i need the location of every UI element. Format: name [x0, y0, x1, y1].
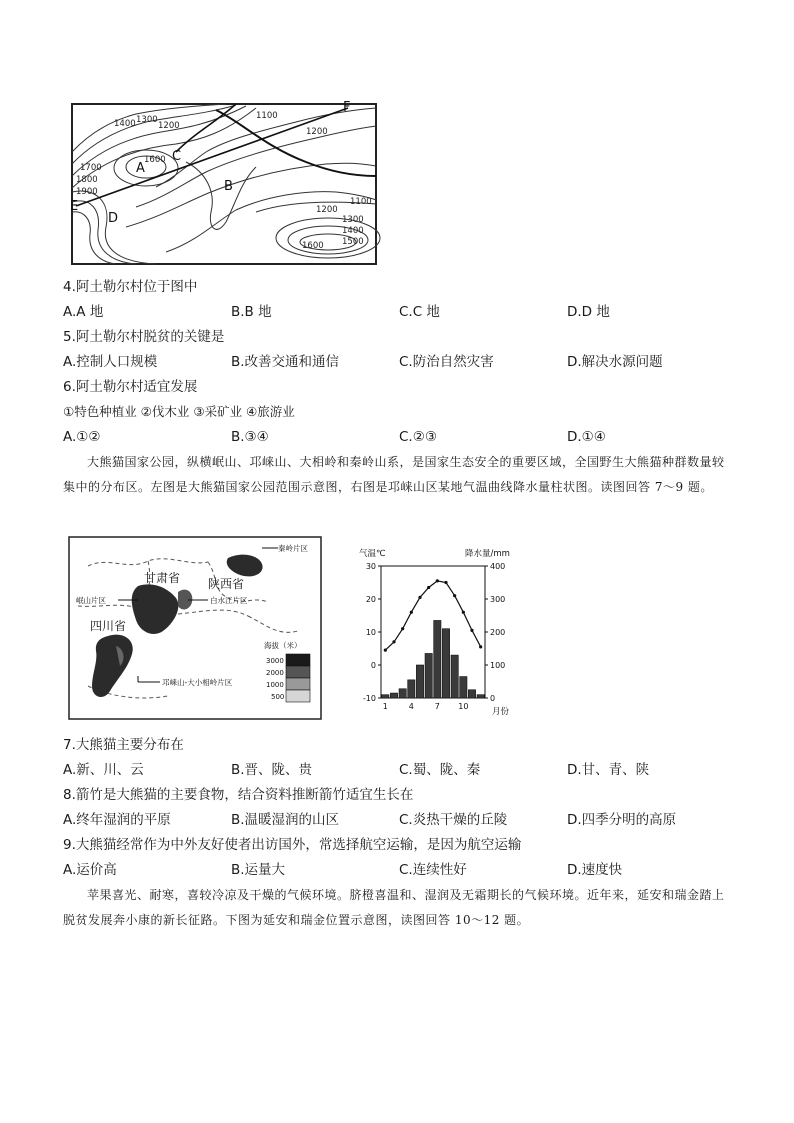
- question-4-option-a[interactable]: A.A 地: [63, 304, 104, 320]
- precipitation-bar: [382, 695, 389, 698]
- contour-label: 1400: [114, 119, 136, 129]
- question-5-option-a[interactable]: A.控制人口规模: [63, 354, 158, 370]
- contour-label: 1600: [144, 155, 166, 165]
- map-point-b: B: [224, 179, 233, 194]
- contour-label: 1300: [136, 115, 158, 125]
- contour-label: 1400: [342, 226, 364, 236]
- temperature-point: [462, 611, 465, 614]
- question-8-option-d[interactable]: D.四季分明的高原: [567, 812, 677, 828]
- y-left-tick-label: 10: [365, 628, 376, 637]
- question-7-option-d[interactable]: D.甘、青、陕: [567, 762, 650, 778]
- question-9-option-b[interactable]: B.运量大: [231, 862, 286, 878]
- area-label-baishuijiang: 白水江片区: [210, 596, 248, 605]
- temperature-point: [427, 586, 430, 589]
- temperature-point: [384, 649, 387, 652]
- map-point-f: F: [343, 100, 351, 115]
- precipitation-bar: [399, 689, 406, 698]
- question-6-option-b[interactable]: B.③④: [231, 429, 269, 445]
- contour-label: 1200: [306, 127, 328, 137]
- y-right-tick-label: 200: [490, 628, 506, 637]
- contour-label: 1300: [342, 215, 364, 225]
- temperature-point: [470, 629, 473, 632]
- legend-level: 3000: [266, 657, 284, 665]
- precipitation-bar: [408, 680, 415, 698]
- contour-label: 1100: [350, 197, 372, 207]
- contour-label: 1900: [76, 187, 98, 197]
- legend-level: 2000: [266, 669, 284, 677]
- precipitation-bar: [425, 653, 432, 698]
- question-4-option-d[interactable]: D.D 地: [567, 304, 610, 320]
- passage-giant-panda: 大熊猫国家公园，纵横岷山、邛崃山、大相岭和秦岭山系，是国家生态安全的重要区域，全国野生大熊猫种群数量较集中的分布区。左图是大熊猫国家公园范围示意图，右图是邛崃山区某地气温曲线降水量柱状图。读图回答 7～9 题。: [63, 455, 725, 494]
- map-point-c: C: [172, 149, 182, 164]
- contour-label: 1200: [158, 121, 180, 131]
- map-point-a: A: [136, 161, 145, 176]
- question-5-option-c[interactable]: C.防治自然灾害: [399, 354, 494, 370]
- area-label-minshan: 岷山片区: [76, 596, 106, 605]
- y-left-tick-label: 20: [365, 595, 376, 604]
- temperature-point: [418, 596, 421, 599]
- temperature-point: [479, 645, 482, 648]
- question-9-option-d[interactable]: D.速度快: [567, 862, 623, 878]
- precipitation-bar: [390, 693, 397, 698]
- question-6-option-a[interactable]: A.①②: [63, 429, 101, 445]
- legend-level: 500: [271, 693, 285, 701]
- question-5-option-d[interactable]: D.解决水源问题: [567, 354, 663, 370]
- question-7-option-a[interactable]: A.新、川、云: [63, 762, 144, 778]
- x-tick-label: 7: [434, 702, 440, 711]
- panda-park-map: [68, 536, 322, 720]
- contour-label: 1100: [256, 111, 278, 121]
- question-4-option-c[interactable]: C.C 地: [399, 304, 440, 320]
- precipitation-bar: [468, 690, 475, 698]
- precipitation-bar: [442, 629, 449, 698]
- question-9-stem: 9.大熊猫经常作为中外友好使者出访国外，常选择航空运输，是因为航空运输: [63, 837, 522, 853]
- temperature-point: [392, 640, 395, 643]
- plot-frame: [381, 566, 485, 698]
- y-right-tick-label: 300: [490, 595, 506, 604]
- x-tick-label: 1: [382, 702, 388, 711]
- question-4-stem: 4.阿土勒尔村位于图中: [63, 279, 198, 295]
- area-label-qionglai: 邛崃山-大小相岭片区: [162, 678, 233, 687]
- question-7-stem: 7.大熊猫主要分布在: [63, 737, 184, 753]
- contour-label: 1800: [76, 175, 98, 185]
- question-8-option-b[interactable]: B.温暖湿润的山区: [231, 812, 340, 828]
- area-label-qinling: 秦岭片区: [278, 544, 308, 553]
- province-label-shaanxi: 陕西省: [208, 577, 245, 591]
- temperature-point: [444, 581, 447, 584]
- temperature-line: [385, 581, 480, 650]
- province-label-sichuan: 四川省: [90, 619, 127, 633]
- passage-apple-orange: 苹果喜光、耐寒，喜较冷凉及干燥的气候环境。脐橙喜温和、湿润及无霜期长的气候环境。近年来，延安和瑞金踏上脱贫发展奔小康的新长征路。下图为延安和瑞金位置示意图，读图回答 10～12 题。: [63, 888, 725, 927]
- contour-label: 1200: [316, 205, 338, 215]
- topographic-map: [66, 92, 384, 270]
- y-left-tick-label: 0: [370, 661, 376, 670]
- x-axis-label: 月份: [492, 707, 510, 717]
- y-right-tick-label: 0: [490, 694, 496, 703]
- question-5-option-b[interactable]: B.改善交通和通信: [231, 354, 340, 370]
- temperature-point: [401, 627, 404, 630]
- y-axis-label-left: 气温℃: [359, 549, 386, 559]
- contour-label: 1700: [80, 163, 102, 173]
- question-7-option-b[interactable]: B.晋、陇、贵: [231, 762, 313, 778]
- question-7-option-c[interactable]: C.蜀、陇、秦: [399, 762, 481, 778]
- climate-chart: [355, 540, 535, 720]
- y-left-tick-label: -10: [362, 694, 376, 703]
- y-left-tick-label: 30: [365, 562, 376, 571]
- y-axis-label-right: 降水量/mm: [465, 549, 510, 559]
- temperature-point: [453, 594, 456, 597]
- question-6-items: ①特色种植业 ②伐木业 ③采矿业 ④旅游业: [63, 404, 295, 419]
- contour-label: 1500: [342, 237, 364, 247]
- y-right-tick-label: 400: [490, 562, 506, 571]
- contour-label: 1600: [302, 241, 324, 251]
- temperature-point: [436, 579, 439, 582]
- map-point-d: D: [108, 211, 119, 226]
- legend-title: 海拔（米）: [264, 641, 302, 650]
- question-5-stem: 5.阿土勒尔村脱贫的关键是: [63, 329, 225, 345]
- x-tick-label: 10: [458, 702, 469, 711]
- question-6-option-c[interactable]: C.②③: [399, 429, 437, 445]
- temperature-point: [410, 611, 413, 614]
- province-label-gansu: 甘肃省: [144, 571, 181, 585]
- precipitation-bar: [434, 620, 441, 698]
- question-6-stem: 6.阿土勒尔村适宜发展: [63, 379, 198, 395]
- question-9-option-c[interactable]: C.连续性好: [399, 862, 467, 878]
- question-9-option-a[interactable]: A.运价高: [63, 862, 117, 878]
- legend-level: 1000: [266, 681, 284, 689]
- map-point-e: E: [70, 199, 79, 214]
- x-tick-label: 4: [408, 702, 414, 711]
- question-8-option-c[interactable]: C.炎热干燥的丘陵: [399, 812, 508, 828]
- question-4-option-b[interactable]: B.B 地: [231, 304, 272, 320]
- question-8-option-a[interactable]: A.终年湿润的平原: [63, 812, 171, 828]
- precipitation-bar: [460, 677, 467, 698]
- question-8-stem: 8.箭竹是大熊猫的主要食物，结合资料推断箭竹适宜生长在: [63, 787, 414, 803]
- precipitation-bar: [416, 665, 423, 698]
- precipitation-bar: [477, 695, 484, 698]
- question-6-option-d[interactable]: D.①④: [567, 429, 606, 445]
- precipitation-bar: [451, 655, 458, 698]
- y-right-tick-label: 100: [490, 661, 506, 670]
